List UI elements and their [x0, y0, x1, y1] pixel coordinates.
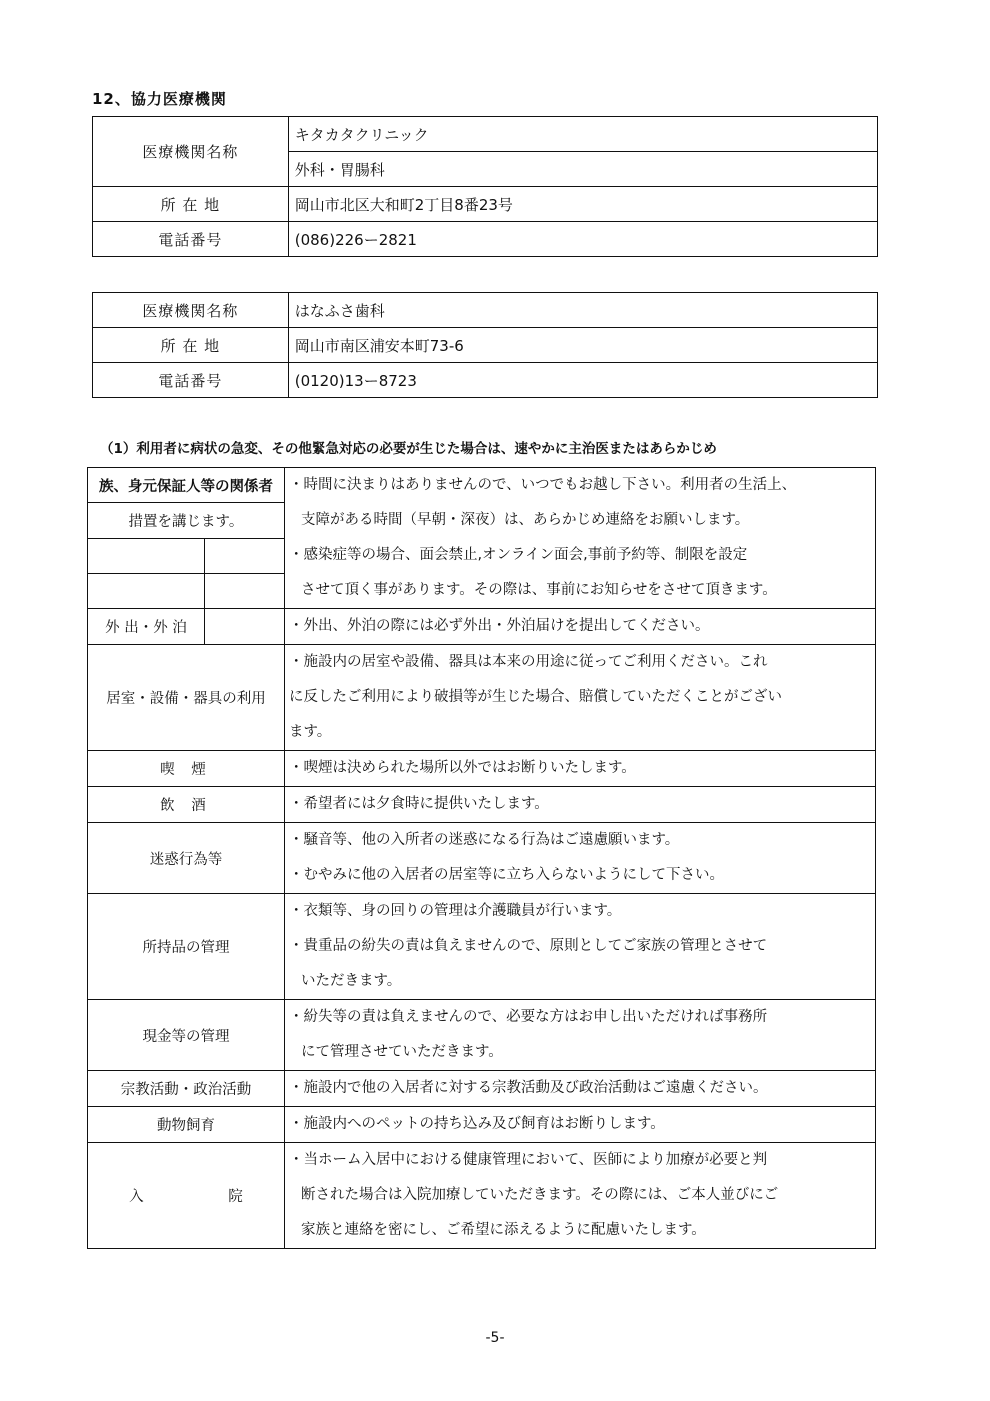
- hospital-2-table: [92, 292, 878, 398]
- nuisance-line: ・騒音等、他の入所者の迷惑になる行為はご遠慮願います。: [288, 832, 680, 848]
- smoking-label: 喫 煙: [88, 751, 285, 787]
- belongings-label: 所持品の管理: [88, 894, 285, 1000]
- belongings-line: ・貴重品の紛失の責は負えませんので、原則としてご家族の管理とさせて: [288, 938, 768, 954]
- hospital-2-name-value: はなふさ歯科: [288, 293, 877, 328]
- empty-cell: [204, 538, 284, 573]
- nuisance-label: 迷惑行為等: [88, 823, 285, 894]
- visit-content: [284, 468, 875, 609]
- room-label: 居室・設備・器具の利用: [88, 645, 285, 751]
- belongings-content: [284, 894, 875, 1000]
- hospitalization-line: ・当ホーム入居中における健康管理において、医師により加療が必要と判: [288, 1152, 768, 1168]
- hospital-1-address-value: 岡山市北区大和町2丁目8番23号: [288, 187, 877, 222]
- visit-line: ・感染症等の場合、面会禁止,オンライン面会,事前予約等、制限を設定: [288, 547, 748, 563]
- smoking-line: ・喫煙は決められた場所以外ではお断りいたします。: [288, 760, 636, 776]
- pets-line: ・施設内へのペットの持ち込み及び飼育はお断りします。: [288, 1116, 665, 1132]
- visit-line: 支障がある時間（早朝・深夜）は、あらかじめ連絡をお願いします。: [300, 512, 750, 528]
- outing-content: [284, 609, 875, 645]
- outing-line: ・外出、外泊の際には必ず外出・外泊届けを提出してください。: [288, 618, 710, 634]
- hospitalization-content: [284, 1143, 875, 1249]
- outing-label: 外 出・外 泊: [88, 609, 205, 645]
- room-line: ・施設内の居室や設備、器具は本来の用途に従ってご利用ください。これ: [288, 654, 768, 670]
- belongings-line: ・衣類等、身の回りの管理は介護職員が行います。: [288, 903, 622, 919]
- empty-cell: [88, 573, 205, 608]
- empty-cell: [204, 609, 284, 645]
- hospitalization-line: 家族と連絡を密にし、ご希望に添えるように配慮いたします。: [300, 1222, 706, 1238]
- drinking-label: 飲 酒: [88, 787, 285, 823]
- cash-label: 現金等の管理: [88, 1000, 285, 1071]
- hospital-1-name-label: 医療機関名称: [93, 117, 289, 187]
- visit-line: させて頂く事があります。その際は、事前にお知らせをさせて頂きます。: [300, 582, 777, 598]
- hospital-2-phone-value: (0120)13ー8723: [288, 363, 877, 398]
- hospital-1-phone-label: 電話番号: [93, 222, 289, 257]
- hospitalization-line: 断された場合は入院加療していただきます。その際には、ご本人並びにご: [300, 1187, 779, 1203]
- emergency-note: （1）利用者に病状の急変、その他緊急対応の必要が生じた場合は、速やかに主治医またはあらかじめ: [100, 441, 717, 457]
- empty-cell: [88, 538, 205, 573]
- smoking-content: [284, 751, 875, 787]
- hospital-2-phone-label: 電話番号: [93, 363, 289, 398]
- pets-label: 動物飼育: [88, 1107, 285, 1143]
- rules-table: [87, 467, 876, 1249]
- religion-content: [284, 1071, 875, 1107]
- belongings-line: いただきます。: [300, 973, 402, 989]
- cash-line: にて管理させていただきます。: [300, 1044, 503, 1060]
- room-line: ます。: [288, 724, 332, 740]
- religion-line: ・施設内で他の入居者に対する宗教活動及び政治活動はご遠慮ください。: [288, 1080, 768, 1096]
- hospital-1-dept-value: 外科・胃腸科: [288, 152, 877, 187]
- cash-line: ・紛失等の責は負えませんので、必要な方はお申し出いただければ事務所: [288, 1009, 768, 1025]
- room-line: に反したご利用により破損等が生じた場合、賠償していただくことがござい: [288, 689, 782, 705]
- room-content: [284, 645, 875, 751]
- page-number: -5-: [485, 1330, 505, 1346]
- visit-label-1: 族、身元保証人等の関係者: [88, 468, 285, 503]
- nuisance-content: [284, 823, 875, 894]
- hospital-2-address-value: 岡山市南区浦安本町73-6: [288, 328, 877, 363]
- hospital-1-phone-value: (086)226ー2821: [288, 222, 877, 257]
- visit-label-2: 措置を講じます。: [88, 503, 285, 538]
- drinking-line: ・希望者には夕食時に提供いたします。: [288, 796, 549, 812]
- hospital-2-address-label: 所 在 地: [93, 328, 289, 363]
- pets-content: [284, 1107, 875, 1143]
- visit-line: ・時間に決まりはありませんので、いつでもお越し下さい。利用者の生活上、: [288, 477, 797, 493]
- cash-content: [284, 1000, 875, 1071]
- hospitalization-label: 入 院: [88, 1143, 285, 1249]
- hospital-1-name-value: キタカタクリニック: [288, 117, 877, 152]
- religion-label: 宗教活動・政治活動: [88, 1071, 285, 1107]
- drinking-content: [284, 787, 875, 823]
- section-title: 12、協力医療機関: [92, 90, 227, 108]
- nuisance-line: ・むやみに他の入居者の居室等に立ち入らないようにして下さい。: [288, 867, 724, 883]
- hospital-1-table: [92, 116, 878, 257]
- hospital-1-address-label: 所 在 地: [93, 187, 289, 222]
- empty-cell: [204, 573, 284, 608]
- hospital-2-name-label: 医療機関名称: [93, 293, 289, 328]
